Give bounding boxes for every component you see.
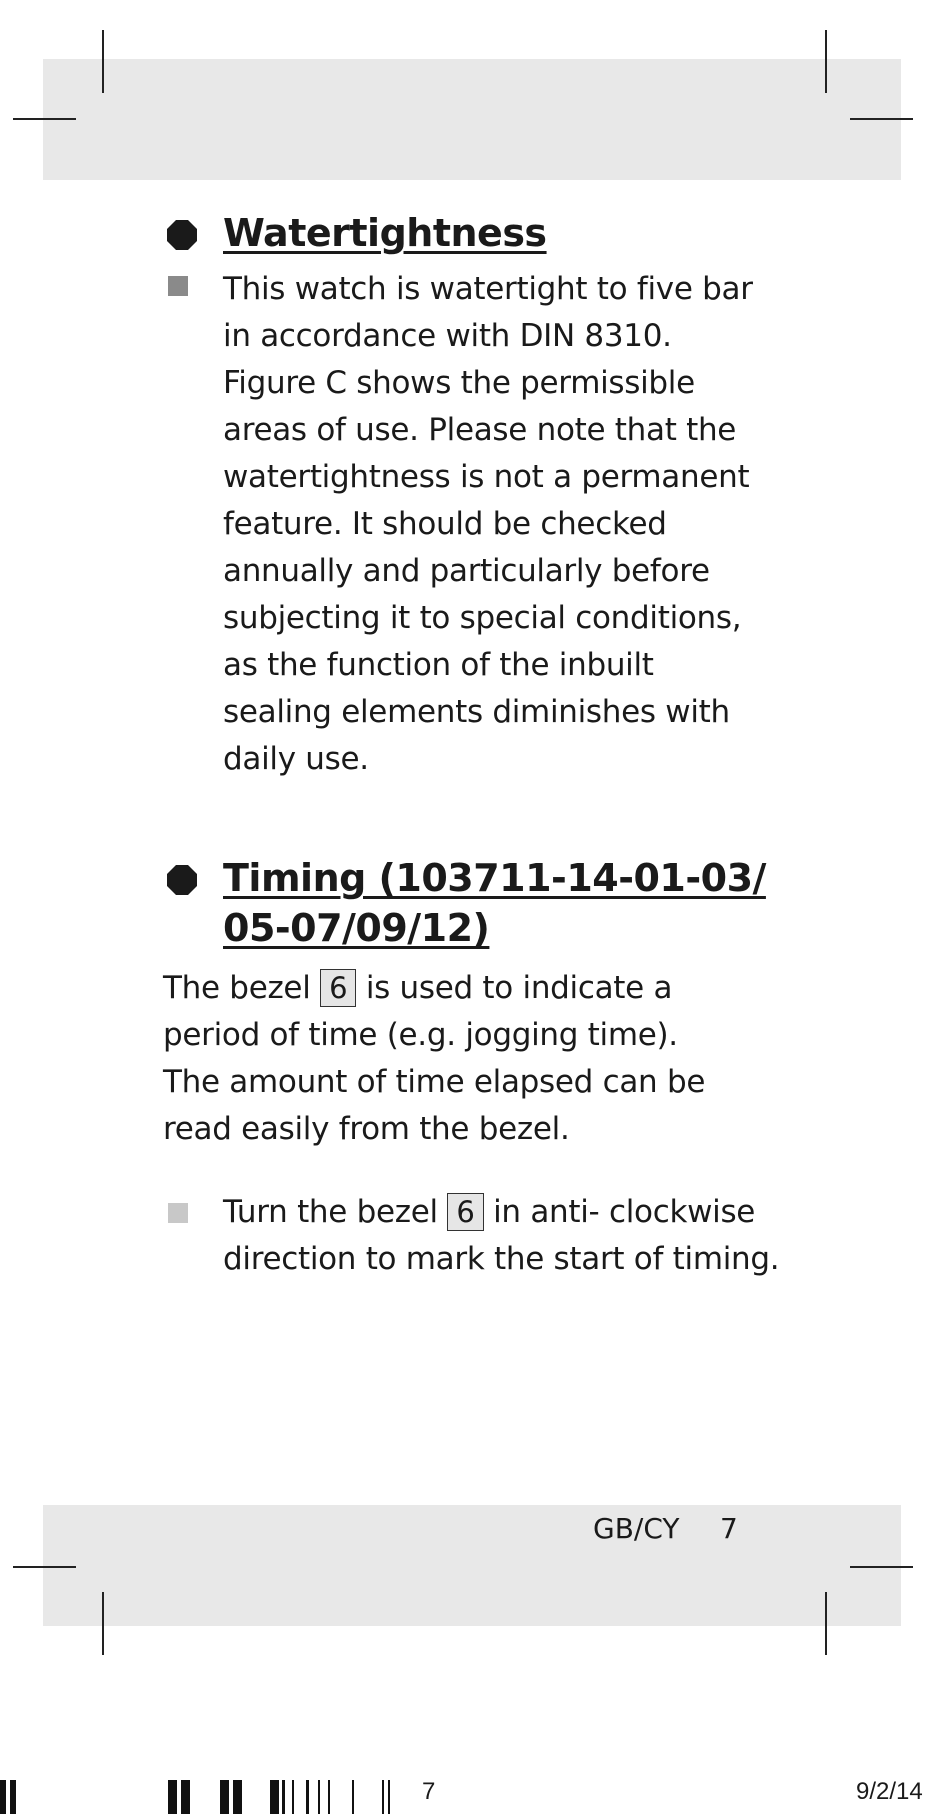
print-date: 9/2/14 [856,1778,923,1805]
crop-mark [850,1566,913,1568]
page-number: 7 [720,1512,738,1545]
square-bullet-icon [168,1203,188,1223]
watertightness-heading: Watertightness [223,211,547,255]
section-heading [163,208,783,258]
timing-heading: Timing (103711-14-01-03/ 05-07/09/12) [223,856,766,950]
list-item [163,266,783,783]
octagon-bullet-icon [167,865,197,895]
text-span: Turn the bezel [223,1194,438,1230]
header-band [43,59,901,180]
footer-language: GB/CY [593,1512,680,1545]
text-span: is used to indicate a period of time (e.g. jogging time). [163,970,678,1053]
crop-mark [102,1592,104,1655]
timing-paragraph [163,965,773,1059]
text-span: in anti- clockwise direction to mark the start of timing. [223,1194,780,1277]
section-heading [163,853,783,953]
timing-step [223,1189,783,1283]
reference-number-box: 6 [320,969,356,1007]
manual-content [163,208,783,1283]
reference-number-box: 6 [447,1193,483,1231]
crop-mark [13,1566,76,1568]
text-span: The bezel [163,970,311,1006]
crop-mark [825,1592,827,1655]
list-item [163,1189,783,1283]
crop-mark [102,30,104,93]
timing-paragraph: The amount of time elapsed can be read easily from the bezel. [163,1064,706,1147]
crop-mark [13,118,76,120]
crop-mark [850,118,913,120]
square-bullet-icon [168,276,188,296]
barcode-number: 7 [422,1778,436,1805]
barcode [0,1780,420,1814]
watertightness-text: This watch is watertight to five bar in accordance with DIN 8310. Figure C shows the permissible areas of use. Please note that the watertightness is not a permanent feature. It should be checked annually and particularly before subjecting it to special conditions, as the function of the inbuilt sealing elements diminishes with daily use. [223,271,753,777]
footer-band [43,1505,901,1626]
octagon-bullet-icon [167,220,197,250]
crop-mark [825,30,827,93]
